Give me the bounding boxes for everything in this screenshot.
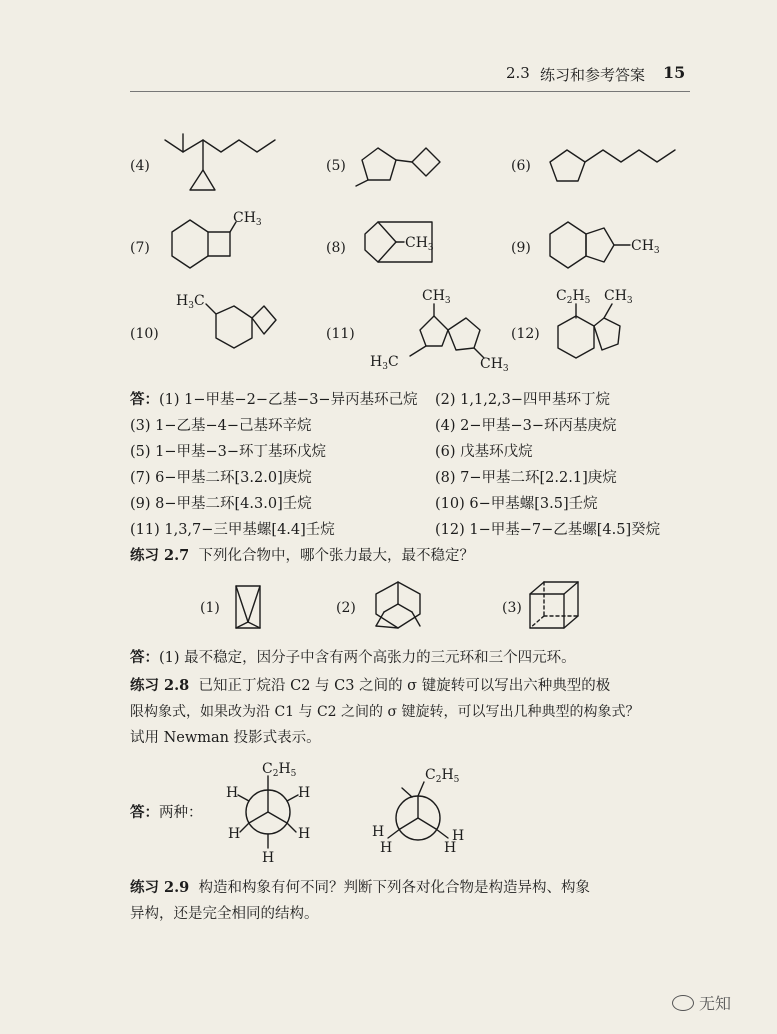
answer-5: (5) 1−甲基−3−环丁基环戊烷 <box>130 444 327 460</box>
exercise-2-7-question: 下列化合物中，哪个张力最大，最不稳定？ <box>198 548 474 564</box>
watermark-text: 无知 <box>699 994 732 1013</box>
ex27-label-3: (3) <box>502 600 522 616</box>
newman-1-ethyl: $C_2H_5$ <box>262 761 297 779</box>
exercise-2-9-line-1: 构造和构象有何不同？判断下列各对化合物是构造异构、构象 <box>198 880 590 896</box>
methyl-group-11c: $CH_3$ <box>480 356 509 374</box>
ex27-label-2: (2) <box>336 600 356 616</box>
ex27-structure-3-cubane <box>502 582 578 628</box>
ex27-label-1: (1) <box>200 600 220 616</box>
newman-1-h4: H <box>298 826 311 842</box>
structure-11 <box>326 288 509 374</box>
watermark <box>672 991 731 1014</box>
exercise-2-8-answer-prefix: 答： <box>130 804 159 821</box>
exercise-2-9 <box>130 881 590 896</box>
structure-label-4: (4) <box>130 158 150 174</box>
answer-12: (12) 1−甲基−7−乙基螺[4.5]癸烷 <box>435 522 661 538</box>
structure-label-6: (6) <box>511 158 531 174</box>
exercise-2-8-line-2: 限构象式，如果改为沿 C1 与 C2 之间的 σ 键旋转，可以写出几种典型的构象式？ <box>130 704 640 720</box>
newman-projection-staggered <box>226 761 310 866</box>
methyl-group-7: $CH_3$ <box>233 210 262 228</box>
ex27-structure-2-adamantane <box>336 582 420 628</box>
exercise-2-7-title: 练习 2.7 <box>130 547 190 564</box>
exercise-2-7-answer-text: (1) 最不稳定，因分子中含有两个高张力的三元环和三个四元环。 <box>159 650 576 666</box>
answer-9: (9) 8−甲基二环[4.3.0]壬烷 <box>130 496 312 512</box>
exercise-2-7-answer-prefix: 答： <box>130 649 159 666</box>
exercise-2-8-line-3: 试用 Newman 投影式表示。 <box>130 730 321 746</box>
answer-2: (2) 1,1,2,3−四甲基环丁烷 <box>435 392 611 408</box>
exercise-2-7 <box>130 549 474 564</box>
answer-6: (6) 戊基环戊烷 <box>435 444 533 460</box>
newman-1-h3: H <box>228 826 241 842</box>
ex27-structure-1 <box>200 586 260 628</box>
page-number: 15 <box>663 63 686 82</box>
exercise-2-8-answer <box>130 806 203 821</box>
structure-label-5: (5) <box>326 158 346 174</box>
newman-1-h5: H <box>262 850 275 866</box>
newman-2-h1: H <box>372 824 385 840</box>
structure-label-7: (7) <box>130 240 150 256</box>
structure-7 <box>130 210 262 268</box>
newman-2-h2: H <box>380 840 393 856</box>
structure-4 <box>130 134 275 190</box>
answer-10: (10) 6−甲基螺[3.5]壬烷 <box>435 496 598 512</box>
exercise-2-8 <box>130 679 610 694</box>
methyl-group-11a: $CH_3$ <box>422 288 451 306</box>
structure-label-9: (9) <box>511 240 531 256</box>
answer-8: (8) 7−甲基二环[2.2.1]庚烷 <box>435 470 617 486</box>
newman-2-ethyl: $C_2H_5$ <box>425 767 460 785</box>
header-section-number: 2.3 <box>506 64 530 82</box>
exercise-2-8-title: 练习 2.8 <box>130 677 190 694</box>
answer-11: (11) 1,3,7−三甲基螺[4.4]壬烷 <box>130 522 335 538</box>
methyl-group-11b: $H_3C$ <box>370 354 399 372</box>
methyl-group-10: $H_3C$ <box>176 293 205 311</box>
structure-9 <box>511 222 660 268</box>
ethyl-group-12: $C_2H_5$ <box>556 288 591 306</box>
structure-6 <box>511 150 675 181</box>
exercise-2-9-line-2: 异构，还是完全相同的结构。 <box>130 906 319 922</box>
newman-2-h3: H <box>452 828 465 844</box>
structure-12 <box>511 288 633 358</box>
chat-bubble-icon <box>672 995 694 1011</box>
answers-prefix: 答： <box>130 391 159 408</box>
structure-label-10: (10) <box>130 326 159 342</box>
structure-label-8: (8) <box>326 240 346 256</box>
structure-10 <box>130 293 276 348</box>
answers-row-1 <box>130 393 418 408</box>
header-title: 练习和参考答案 <box>540 66 646 84</box>
methyl-group-9: $CH_3$ <box>631 238 660 256</box>
newman-2-h4: H <box>444 840 457 856</box>
exercise-2-8-line-1: 已知正丁烷沿 C2 与 C3 之间的 σ 键旋转可以写出六种典型的极 <box>198 678 611 694</box>
newman-1-h1: H <box>226 785 239 801</box>
exercise-2-9-title: 练习 2.9 <box>130 879 190 896</box>
methyl-group-8: $CH_3$ <box>405 235 434 253</box>
exercise-2-8-answer-text: 两种： <box>159 805 203 821</box>
methyl-group-12: $CH_3$ <box>604 288 633 306</box>
structure-label-12: (12) <box>511 326 540 342</box>
structure-label-11: (11) <box>326 326 355 342</box>
answer-1: (1) 1−甲基−2−乙基−3−异丙基环己烷 <box>159 392 418 408</box>
answer-4: (4) 2−甲基−3−环丙基庚烷 <box>435 418 617 434</box>
structure-8 <box>326 222 434 262</box>
structure-5 <box>326 148 440 186</box>
answer-7: (7) 6−甲基二环[3.2.0]庚烷 <box>130 470 312 486</box>
newman-projection-eclipsed <box>372 767 464 856</box>
answer-3: (3) 1−乙基−4−己基环辛烷 <box>130 418 312 434</box>
newman-1-h2: H <box>298 785 311 801</box>
exercise-2-7-answer <box>130 651 576 666</box>
